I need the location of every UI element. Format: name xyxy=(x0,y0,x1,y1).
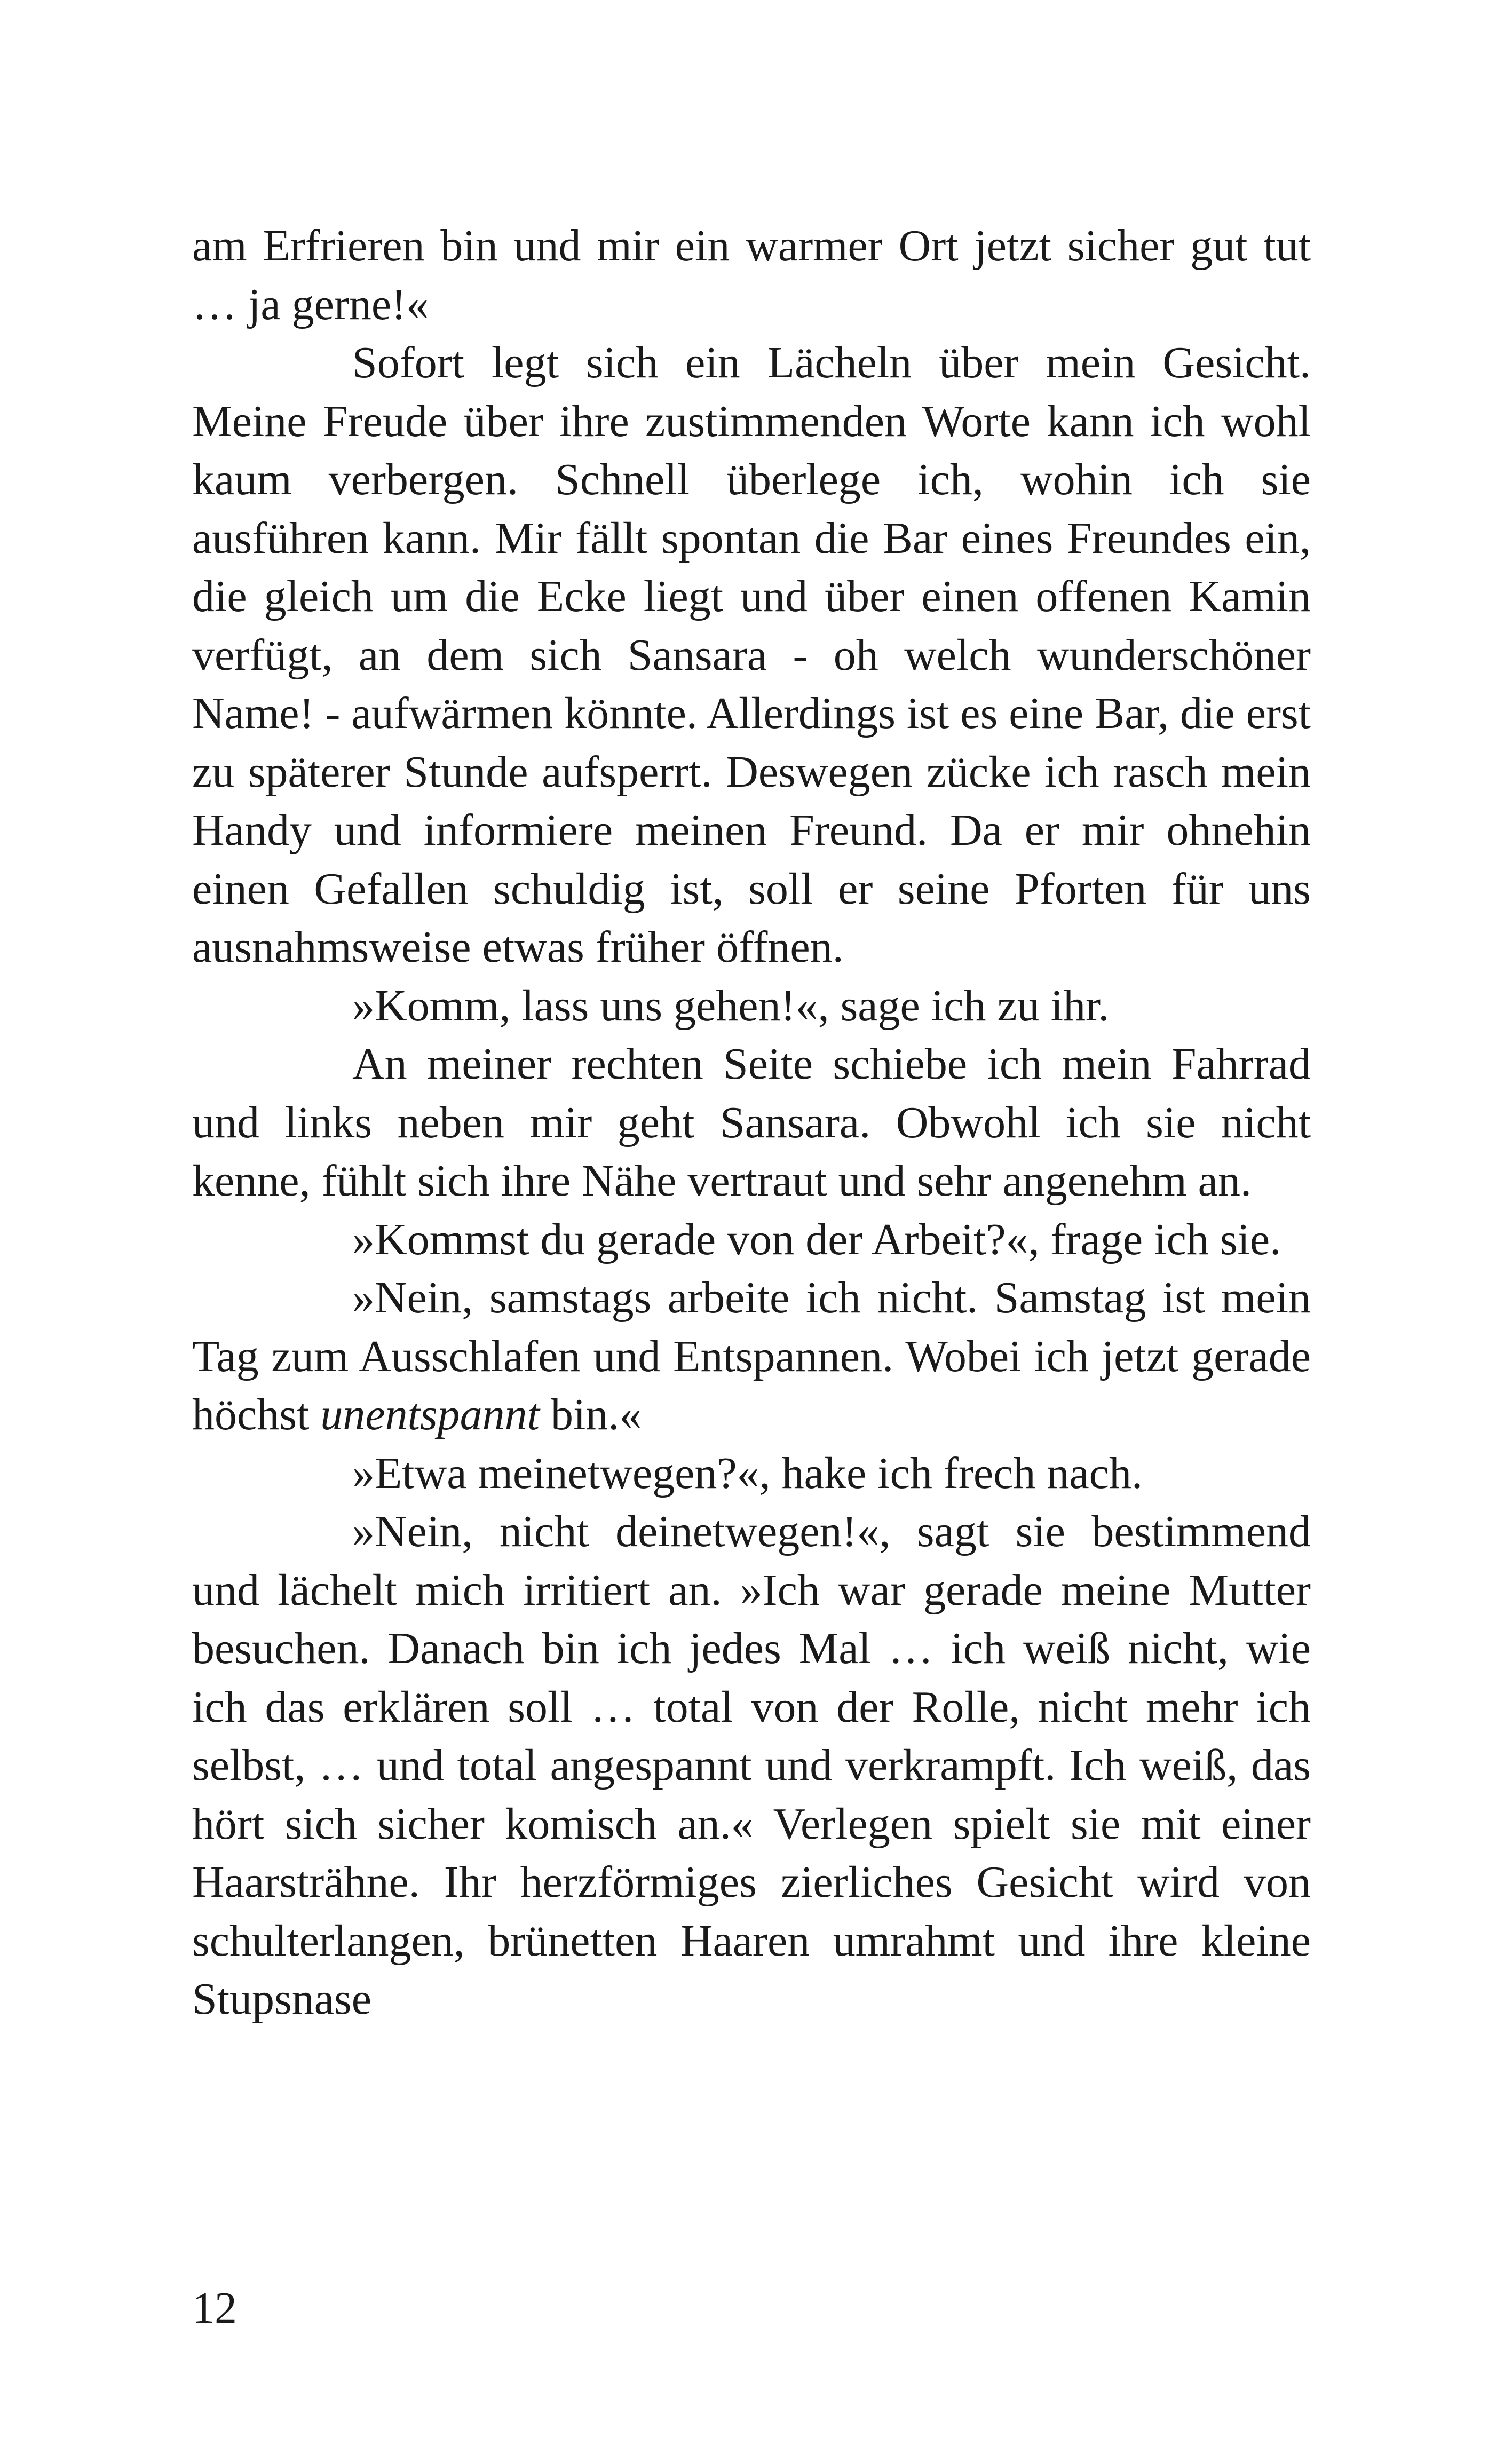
paragraph-3: »Komm, lass uns gehen!«, sage ich zu ihr. xyxy=(352,980,1110,1031)
paragraph-6-text-start: »Nein, samstags arbeite ich nicht. Samstag ist mein Tag zum Ausschlafen und Entspannen. Wobei ich jetzt gerade höchst xyxy=(192,1273,1311,1439)
paragraph-4: An meiner rechten Seite schiebe ich mein Fahrrad und links neben mir geht Sansara. Obwohl ich sie nicht kenne, fühlt sich ihre Nähe vertraut und sehr angenehm an. xyxy=(192,1039,1311,1206)
paragraph-5: »Kommst du gerade von der Arbeit?«, frage ich sie. xyxy=(352,1214,1281,1264)
paragraph-1: am Erfrieren bin und mir ein warmer Ort jetzt sicher gut tut … ja gerne!« xyxy=(192,221,1311,329)
paragraph-8: »Nein, nicht deinetwegen!«, sagt sie bestimmend und lächelt mich irritiert an. »Ich war gerade meine Mutter besuchen. Danach bin ich jedes Mal … ich weiß nicht, wie ich das erklären soll … total von der Rolle, nicht mehr ich selbst, … und total angespannt und verkrampft. Ich weiß, das hört sich sicher komisch an.« Verlegen spielt sie mit einer Haarsträhne. Ihr herzförmiges zierliches Gesicht wird von schulterlangen, brünetten Haaren umrahmt und ihre kleine Stupsnase xyxy=(192,1507,1311,2024)
paragraph-6 xyxy=(192,1269,1311,1444)
paragraph-7: »Etwa meinetwegen?«, hake ich frech nach. xyxy=(352,1448,1143,1498)
body-text xyxy=(192,217,1311,2029)
italic-word: unentspannt xyxy=(320,1390,540,1439)
page-number: 12 xyxy=(192,2283,237,2333)
paragraph-2: Sofort legt sich ein Lächeln über mein Gesicht. Meine Freude über ihre zustimmenden Worte kann ich wohl kaum verbergen. Schnell überlege ich, wohin ich sie ausführen kann. Mir fällt spontan die Bar eines Freundes ein, die gleich um die Ecke liegt und über einen offenen Kamin verfügt, an dem sich Sansara - oh welch wunderschöner Name! - aufwärmen könnte. Allerdings ist es eine Bar, die erst zu späterer Stunde aufsperrt. Deswegen zücke ich rasch mein Handy und informiere meinen Freund. Da er mir ohnehin einen Gefallen schuldig ist, soll er seine Pforten für uns ausnahmsweise etwas früher öffnen. xyxy=(192,338,1311,972)
paragraph-6-text-end: bin.« xyxy=(539,1390,642,1439)
